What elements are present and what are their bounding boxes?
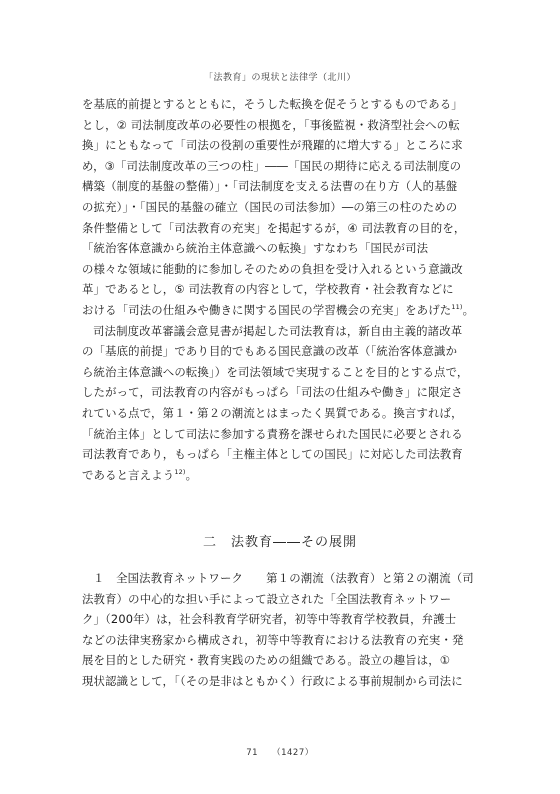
text-line — [82, 671, 492, 692]
text-line — [82, 650, 492, 671]
section-heading — [0, 531, 560, 550]
section-number: 二 — [202, 535, 217, 550]
line-text: 条件整備として「司法教育の充実」を掲起するが，④ 司法教育の目的を， — [82, 220, 466, 235]
body-text-bottom — [82, 568, 492, 692]
line-text: 法教育）の中心的な担い手によって設立された「全国法教育ネットワー — [82, 591, 452, 606]
text-line — [82, 321, 492, 342]
text-line — [82, 568, 492, 589]
text-line — [82, 341, 492, 362]
text-line — [82, 444, 492, 465]
line-text: 「統治主体」として司法に参加する責務を課せられた国民に必要とされる — [82, 426, 463, 441]
line-text: であると言えよう — [82, 467, 175, 482]
line-text: 司法制度改革審議会意見書が掲起した司法教育は，新自由主義的諸改革 — [93, 323, 463, 338]
line-text: を基底的前提とするとともに，そうした転換を促そうとするものである」 — [82, 97, 463, 111]
line-text: の「基底的前提」であり目的でもある国民意識の改革（「統治客体意識か — [82, 344, 458, 359]
line-text: め，③「司法制度改革の三つの柱」――「国民の期待に応える司法制度の — [82, 158, 462, 173]
text-line — [82, 238, 492, 259]
text-line — [82, 609, 492, 630]
line-text: などの法律実務家から構成され，初等中等教育における法教育の充実・発 — [82, 632, 464, 647]
total-page-number: （1427） — [272, 748, 314, 758]
text-line — [82, 135, 492, 156]
text-line — [82, 424, 492, 445]
text-line — [82, 197, 492, 218]
line-text: れている点で，第１・第２の潮流とはまったく異質である。換言すれば， — [82, 405, 463, 420]
text-line — [82, 115, 492, 136]
line-text: とし，② 司法制度改革の必要性の根拠を，「事後監視・救済型社会への転 — [82, 117, 460, 132]
page-footer — [0, 746, 560, 758]
body-text-top — [82, 94, 492, 485]
line-text: 展を目的とした研究・教育実践のための組織である。設立の趣旨は，① — [82, 653, 451, 668]
text-line — [82, 94, 492, 115]
line-text-tail: 。 — [462, 302, 475, 317]
text-line — [82, 403, 492, 424]
line-text: 「統治客体意識から統治主体意識への転換」すなわち「国民が司法 — [82, 241, 429, 256]
text-line — [82, 176, 492, 197]
text-line — [82, 630, 492, 651]
text-line — [82, 589, 492, 610]
running-header: 「法教育」の現状と法律学（北川） — [203, 73, 356, 83]
text-line — [82, 300, 492, 321]
section-title: 法教育――その展開 — [231, 535, 358, 550]
line-text: 換」にともなって「司法の役割の重要性が飛躍的に増大する」ところに求 — [82, 138, 463, 153]
line-text: の様々な領域に能動的に参加しそのための負担を受け入れるという意識改 — [82, 261, 463, 276]
line-text: したがって，司法教育の内容がもっぱら「司法の仕組みや働き」に限定さ — [82, 385, 463, 400]
text-line — [82, 465, 492, 486]
line-text-tail: 。 — [185, 467, 198, 482]
line-text: 現状認識として，「（その是非はともかく）行政による事前規制から司法に — [82, 673, 463, 688]
line-text: ク」（200年）は，社会科教育学研究者，初等中等教育学校教員，弁護士 — [82, 612, 457, 627]
text-line — [82, 218, 492, 239]
text-line — [82, 362, 492, 383]
text-line — [82, 279, 492, 300]
line-text: の拡充）」・「国民的基盤の確立（国民の司法参加）―の第三の柱のための — [82, 199, 458, 214]
footnote-ref: 12) — [174, 467, 186, 476]
line-text: 革」であるとし，⑤ 司法教育の内容として，学校教育・社会教育などに — [82, 282, 454, 297]
line-text: 構築（制度的基盤の整備）」・「司法制度を支える法曹の在り方（人的基盤 — [82, 179, 458, 194]
text-line — [82, 156, 492, 177]
footnote-ref: 11) — [451, 302, 463, 311]
page-number: 71 — [246, 748, 259, 758]
line-text: １ 全国法教育ネットワーク 第１の潮流（法教育）と第２の潮流（司 — [93, 571, 474, 585]
line-text: 司法教育であり，もっぱら「主権主体としての国民」に対応した司法教育 — [82, 447, 463, 462]
line-text: ら統治主体意識への転換」）を司法領域で実現することを目的とする点で， — [82, 364, 469, 379]
line-text: おける「司法の仕組みや働きに関する国民の学習機会の充実」をあげた — [82, 302, 452, 317]
text-line — [82, 259, 492, 280]
text-line — [82, 382, 492, 403]
